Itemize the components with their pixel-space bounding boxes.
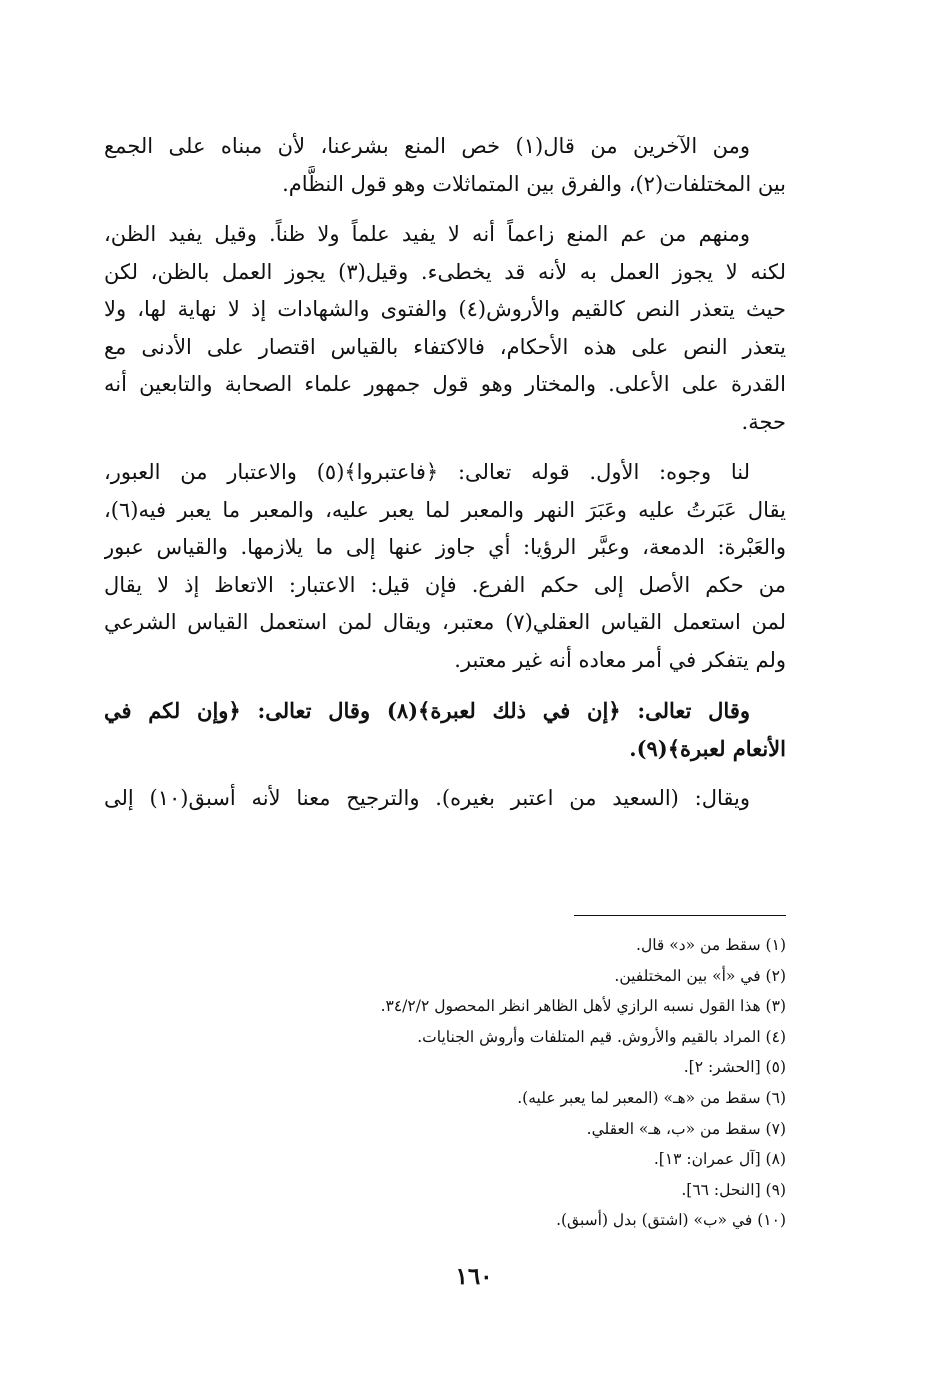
footnote: (١) سقط من «د» قال. [636, 936, 786, 954]
text-line: ومن الآخرين من قال(١) خص المنع بشرعنا، لأن مبناه على الجمع [104, 134, 750, 158]
footnote-separator [574, 915, 786, 916]
text-line: ولم يتفكر في أمر معاده أنه غير معتبر. [454, 647, 786, 672]
text-line: وقال تعالى: ﴿إن في ذلك لعبرة﴾(٨) وقال تعالى: ﴿وإن لكم في [104, 698, 750, 723]
text-line: لكنه لا يجوز العمل به لأنه قد يخطىء. وقيل(٣) يجوز العمل بالظن، لكن [104, 259, 786, 284]
paragraph-2 [104, 216, 786, 441]
text-line: ويقال: (السعيد من اعتبر بغيره). والترجيح معنا لأنه أسبق(١٠) إلى [104, 786, 750, 810]
text-line: حيث يتعذر النص كالقيم والأروش(٤) والفتوى والشهادات إذ لا نهاية لها، ولا [104, 297, 786, 321]
footnote: (٦) سقط من «هـ» (المعبر لما يعبر عليه). [517, 1088, 786, 1107]
page-number: ١٦٠ [455, 1263, 493, 1290]
footnotes [104, 915, 786, 1236]
text-line: لنا وجوه: الأول. قوله تعالى: ﴿فاعتبروا﴾(٥) والاعتبار من العبور، [104, 460, 750, 484]
text-line: لمن استعمل القياس العقلي(٧) معتبر، ويقال لمن استعمل القياس الشرعي [104, 610, 786, 634]
text-line: يتعذر النص على هذه الأحكام، فالاكتفاء بالقياس اقتصار على الأدنى مع [104, 334, 786, 359]
footnote: (٤) المراد بالقيم والأروش. قيم المتلفات وأروش الجنايات. [417, 1027, 786, 1046]
text-line: القدرة على الأعلى. والمختار وهو قول جمهور علماء الصحابة والتابعين أنه [104, 372, 786, 396]
text-line: من حكم الأصل إلى حكم الفرع. فإن قيل: الاعتبار: الاتعاظ إذ لا يقال [104, 572, 786, 597]
footnote: (٨) [آل عمران: ١٣]. [653, 1150, 786, 1169]
text-line: بين المختلفات(٢)، والفرق بين المتماثلات وهو قول النظَّام. [282, 171, 786, 196]
text-line: حجة. [741, 409, 786, 434]
footnote: (٧) سقط من «ب، هـ» العقلي. [586, 1119, 786, 1138]
text-line: والعَبْرة: الدمعة، وعبَّر الرؤيا: أي جاوز عنها إلى ما يلازمها. والقياس عبور [104, 535, 786, 559]
paragraph-5 [104, 780, 786, 818]
footnote: (٥) [الحشر: ٢]. [683, 1058, 786, 1077]
footnote: (١٠) في «ب» (اشتق) بدل (أسبق). [556, 1211, 786, 1230]
text-line: يقال عَبَرتُ عليه وعَبَرَ النهر والمعبر لما يعبر عليه، والمعبر ما يعبر فيه(٦)، [104, 497, 786, 522]
paragraph-3 [104, 454, 786, 679]
paragraph-1 [104, 128, 786, 203]
footnote: (٢) في «أ» بين المختلفين. [614, 966, 786, 985]
text-line: ومنهم من عم المنع زاعماً أنه لا يفيد علماً ولا ظناً. وقيل يفيد الظن، [104, 222, 750, 246]
main-text [104, 128, 786, 831]
text-line: الأنعام لعبرة﴾(٩). [629, 735, 786, 761]
footnote: (٣) هذا القول نسبه الرازي لأهل الظاهر انظر المحصول ٣٤/٢/٢. [380, 997, 786, 1016]
footnote: (٩) [النحل: ٦٦]. [681, 1180, 786, 1199]
paragraph-4 [104, 692, 786, 767]
